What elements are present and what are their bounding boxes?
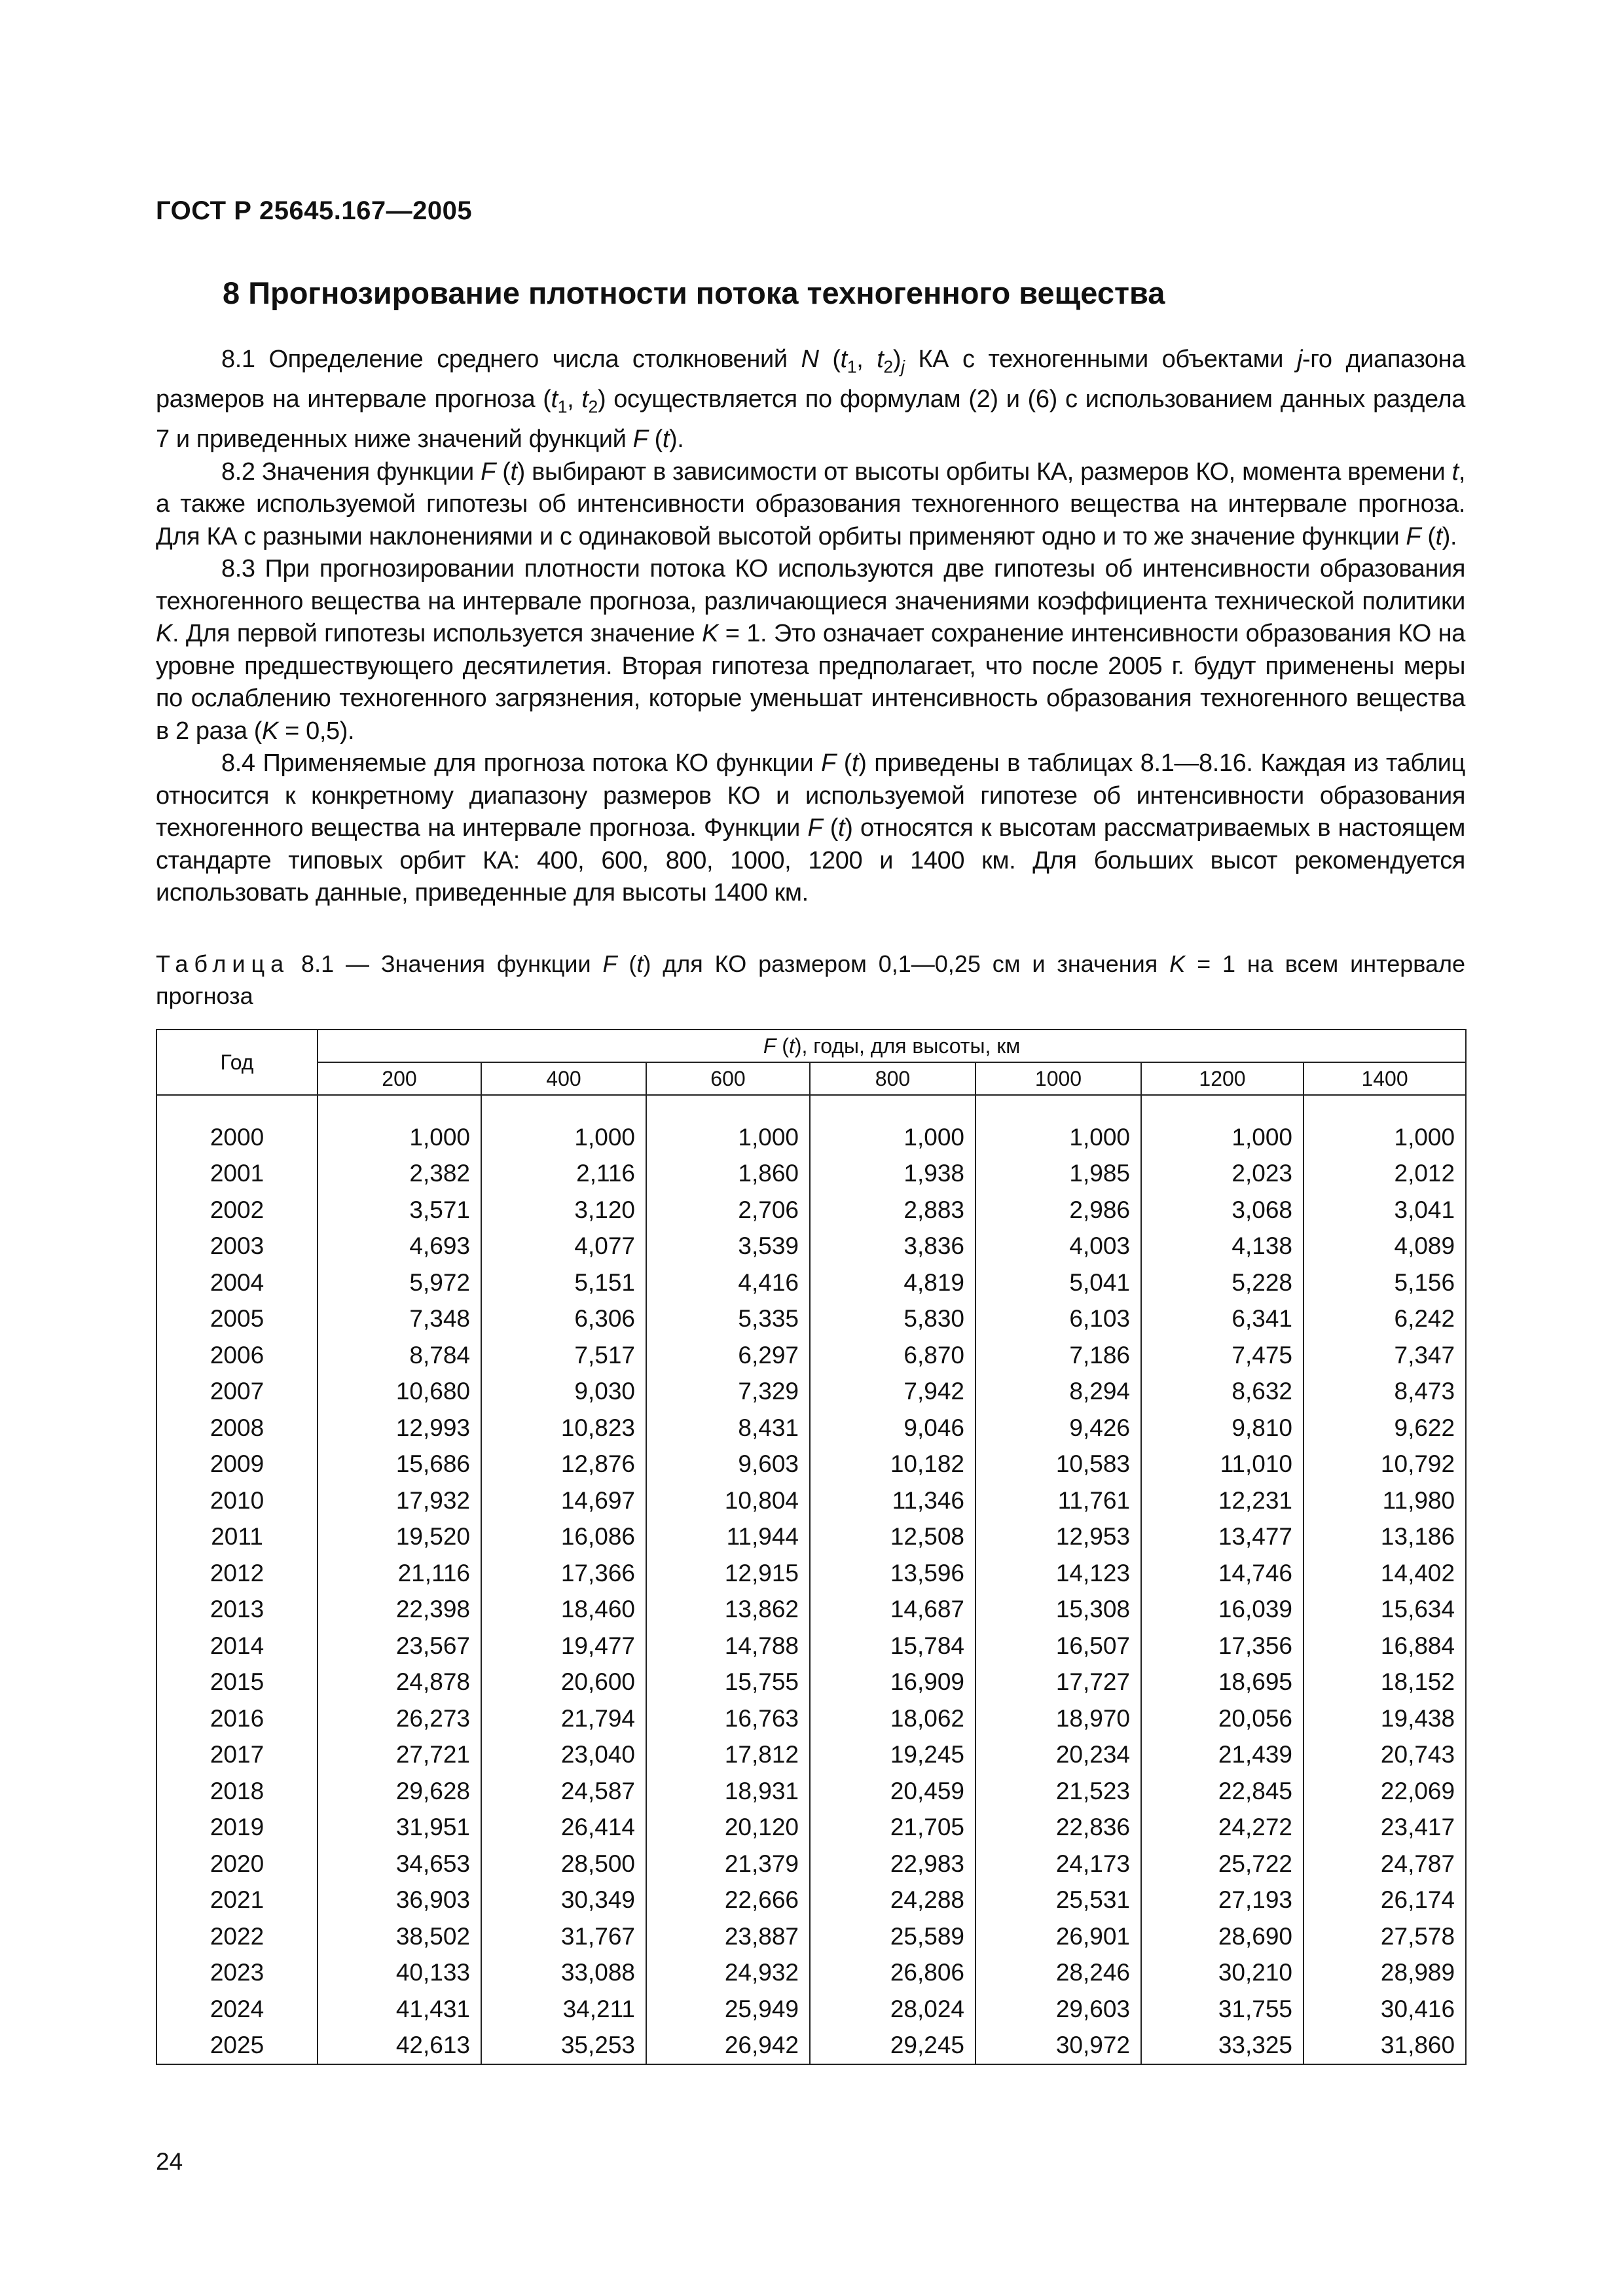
year-cell: 2005 xyxy=(156,1301,318,1338)
value-cell: 34,211 xyxy=(481,1991,646,2028)
value-cell: 5,156 xyxy=(1304,1265,1466,1301)
value-cell: 25,949 xyxy=(646,1991,810,2028)
height-column-header: 800 xyxy=(810,1062,976,1095)
data-table xyxy=(156,1029,1467,2065)
value-cell: 4,693 xyxy=(318,1229,481,1265)
value-cell: 22,983 xyxy=(810,1846,976,1882)
value-cell: 24,288 xyxy=(810,1882,976,1919)
paragraph-8-3: 8.3 При прогнозировании плотности потока КО используются две гипотезы об интенсивности образования техногенного вещества на интервале прогноза, различающиеся значениями коэффициента технической политики K. Для первой гипотезы используется значение K = 1. Это означает сохранение интенсивности образования КО на уровне предшествующего десятилетия. Вторая гипотеза предполагает, что после 2005 г. будут применены меры по ослаблению техногенного загрязнения, которые уменьшат интенсивность образования техногенного вещества в 2 раза (K = 0,5). xyxy=(156,555,1465,745)
spacer-cell xyxy=(1141,1095,1304,1119)
value-cell: 16,039 xyxy=(1141,1592,1304,1628)
table-row xyxy=(156,1773,1466,1810)
value-cell: 34,653 xyxy=(318,1846,481,1882)
value-cell: 21,523 xyxy=(976,1773,1141,1810)
value-cell: 3,041 xyxy=(1304,1192,1466,1229)
value-cell: 35,253 xyxy=(481,2028,646,2065)
value-cell: 19,438 xyxy=(1304,1700,1466,1737)
value-cell: 28,989 xyxy=(1304,1955,1466,1992)
value-cell: 26,273 xyxy=(318,1700,481,1737)
value-cell: 26,414 xyxy=(481,1810,646,1846)
value-cell: 24,932 xyxy=(646,1955,810,1992)
value-cell: 29,628 xyxy=(318,1773,481,1810)
year-cell: 2022 xyxy=(156,1918,318,1955)
value-cell: 17,356 xyxy=(1141,1628,1304,1664)
value-cell: 2,706 xyxy=(646,1192,810,1229)
table-row xyxy=(156,1446,1466,1483)
table-row xyxy=(156,1229,1466,1265)
body-text xyxy=(156,344,1465,910)
year-column-header: Год xyxy=(156,1030,318,1095)
value-cell: 12,915 xyxy=(646,1555,810,1592)
value-cell: 14,746 xyxy=(1141,1555,1304,1592)
value-cell: 4,416 xyxy=(646,1265,810,1301)
value-cell: 33,088 xyxy=(481,1955,646,1992)
value-cell: 13,862 xyxy=(646,1592,810,1628)
value-cell: 9,030 xyxy=(481,1374,646,1410)
year-cell: 2018 xyxy=(156,1773,318,1810)
value-cell: 16,086 xyxy=(481,1519,646,1556)
year-cell: 2006 xyxy=(156,1337,318,1374)
table-row xyxy=(156,1265,1466,1301)
value-cell: 29,245 xyxy=(810,2028,976,2065)
value-cell: 4,077 xyxy=(481,1229,646,1265)
value-cell: 24,587 xyxy=(481,1773,646,1810)
year-cell: 2011 xyxy=(156,1519,318,1556)
year-cell: 2003 xyxy=(156,1229,318,1265)
year-cell: 2014 xyxy=(156,1628,318,1664)
value-cell: 11,980 xyxy=(1304,1482,1466,1519)
value-cell: 8,784 xyxy=(318,1337,481,1374)
year-cell: 2017 xyxy=(156,1737,318,1774)
value-cell: 31,951 xyxy=(318,1810,481,1846)
value-cell: 12,508 xyxy=(810,1519,976,1556)
value-cell: 15,784 xyxy=(810,1628,976,1664)
table-spacer-row xyxy=(156,1095,1466,1119)
value-cell: 6,297 xyxy=(646,1337,810,1374)
value-cell: 18,970 xyxy=(976,1700,1141,1737)
value-cell: 18,695 xyxy=(1141,1664,1304,1701)
value-cell: 16,909 xyxy=(810,1664,976,1701)
value-cell: 26,942 xyxy=(646,2028,810,2065)
value-cell: 30,349 xyxy=(481,1882,646,1919)
value-cell: 24,272 xyxy=(1141,1810,1304,1846)
value-cell: 17,812 xyxy=(646,1737,810,1774)
value-cell: 4,819 xyxy=(810,1265,976,1301)
year-cell: 2007 xyxy=(156,1374,318,1410)
value-cell: 9,603 xyxy=(646,1446,810,1483)
value-cell: 3,068 xyxy=(1141,1192,1304,1229)
value-cell: 10,680 xyxy=(318,1374,481,1410)
value-cell: 2,382 xyxy=(318,1156,481,1193)
value-cell: 14,402 xyxy=(1304,1555,1466,1592)
value-cell: 5,830 xyxy=(810,1301,976,1338)
value-cell: 1,000 xyxy=(976,1119,1141,1156)
value-cell: 26,901 xyxy=(976,1918,1141,1955)
table-row xyxy=(156,1882,1466,1919)
value-cell: 40,133 xyxy=(318,1955,481,1992)
value-cell: 13,477 xyxy=(1141,1519,1304,1556)
table-row xyxy=(156,1410,1466,1446)
year-cell: 2019 xyxy=(156,1810,318,1846)
value-cell: 18,931 xyxy=(646,1773,810,1810)
table-row xyxy=(156,1555,1466,1592)
value-cell: 28,500 xyxy=(481,1846,646,1882)
table-row xyxy=(156,1918,1466,1955)
table-row xyxy=(156,2028,1466,2065)
value-cell: 11,761 xyxy=(976,1482,1141,1519)
value-cell: 3,571 xyxy=(318,1192,481,1229)
value-cell: 15,686 xyxy=(318,1446,481,1483)
value-cell: 7,348 xyxy=(318,1301,481,1338)
value-cell: 4,138 xyxy=(1141,1229,1304,1265)
year-cell: 2001 xyxy=(156,1156,318,1193)
value-cell: 25,722 xyxy=(1141,1846,1304,1882)
value-cell: 10,583 xyxy=(976,1446,1141,1483)
year-cell: 2004 xyxy=(156,1265,318,1301)
year-cell: 2009 xyxy=(156,1446,318,1483)
paragraph-8-2: 8.2 Значения функции F (t) выбирают в зависимости от высоты орбиты КА, размеров КО, момента времени t, а также используемой гипотезы об интенсивности образования техногенного вещества на интервале прогноза. Для КА с разными наклонениями и с одинаковой высотой орбиты применяют одно и то же значение функции F (t). xyxy=(156,457,1465,550)
value-cell: 8,294 xyxy=(976,1374,1141,1410)
value-cell: 17,366 xyxy=(481,1555,646,1592)
value-cell: 2,116 xyxy=(481,1156,646,1193)
value-cell: 20,056 xyxy=(1141,1700,1304,1737)
value-cell: 13,186 xyxy=(1304,1519,1466,1556)
value-cell: 5,041 xyxy=(976,1265,1141,1301)
value-cell: 20,234 xyxy=(976,1737,1141,1774)
value-cell: 1,000 xyxy=(318,1119,481,1156)
value-cell: 5,228 xyxy=(1141,1265,1304,1301)
value-cell: 36,903 xyxy=(318,1882,481,1919)
value-cell: 1,000 xyxy=(646,1119,810,1156)
value-cell: 8,632 xyxy=(1141,1374,1304,1410)
value-cell: 3,836 xyxy=(810,1229,976,1265)
spacer-cell xyxy=(976,1095,1141,1119)
value-cell: 24,787 xyxy=(1304,1846,1466,1882)
table-row xyxy=(156,1337,1466,1374)
height-column-header: 1000 xyxy=(976,1062,1141,1095)
value-cell: 20,743 xyxy=(1304,1737,1466,1774)
value-cell: 8,431 xyxy=(646,1410,810,1446)
value-cell: 9,426 xyxy=(976,1410,1141,1446)
table-row xyxy=(156,1482,1466,1519)
value-cell: 15,755 xyxy=(646,1664,810,1701)
value-cell: 6,870 xyxy=(810,1337,976,1374)
value-cell: 28,024 xyxy=(810,1991,976,2028)
value-cell: 10,823 xyxy=(481,1410,646,1446)
value-cell: 2,023 xyxy=(1141,1156,1304,1193)
table-row xyxy=(156,1192,1466,1229)
value-cell: 23,417 xyxy=(1304,1810,1466,1846)
spacer-cell xyxy=(318,1095,481,1119)
value-cell: 22,398 xyxy=(318,1592,481,1628)
value-cell: 30,210 xyxy=(1141,1955,1304,1992)
value-cell: 21,794 xyxy=(481,1700,646,1737)
value-cell: 19,520 xyxy=(318,1519,481,1556)
value-cell: 18,152 xyxy=(1304,1664,1466,1701)
value-cell: 3,539 xyxy=(646,1229,810,1265)
value-cell: 20,120 xyxy=(646,1810,810,1846)
value-cell: 42,613 xyxy=(318,2028,481,2065)
value-cell: 17,932 xyxy=(318,1482,481,1519)
value-cell: 16,884 xyxy=(1304,1628,1466,1664)
value-cell: 12,876 xyxy=(481,1446,646,1483)
value-cell: 5,972 xyxy=(318,1265,481,1301)
value-cell: 21,705 xyxy=(810,1810,976,1846)
value-cell: 9,622 xyxy=(1304,1410,1466,1446)
value-cell: 25,531 xyxy=(976,1882,1141,1919)
spacer-cell xyxy=(481,1095,646,1119)
table-row xyxy=(156,1664,1466,1701)
value-cell: 19,477 xyxy=(481,1628,646,1664)
year-cell: 2024 xyxy=(156,1991,318,2028)
value-cell: 10,182 xyxy=(810,1446,976,1483)
height-column-header: 400 xyxy=(481,1062,646,1095)
value-cell: 22,845 xyxy=(1141,1773,1304,1810)
value-cell: 25,589 xyxy=(810,1918,976,1955)
year-cell: 2013 xyxy=(156,1592,318,1628)
value-cell: 33,325 xyxy=(1141,2028,1304,2065)
value-cell: 7,347 xyxy=(1304,1337,1466,1374)
value-cell: 11,010 xyxy=(1141,1446,1304,1483)
value-cell: 7,186 xyxy=(976,1337,1141,1374)
value-cell: 7,942 xyxy=(810,1374,976,1410)
value-cell: 38,502 xyxy=(318,1918,481,1955)
year-cell: 2016 xyxy=(156,1700,318,1737)
value-cell: 11,346 xyxy=(810,1482,976,1519)
value-cell: 8,473 xyxy=(1304,1374,1466,1410)
table-row xyxy=(156,1592,1466,1628)
value-cell: 10,792 xyxy=(1304,1446,1466,1483)
value-cell: 6,306 xyxy=(481,1301,646,1338)
value-cell: 7,517 xyxy=(481,1337,646,1374)
value-cell: 24,173 xyxy=(976,1846,1141,1882)
value-cell: 31,860 xyxy=(1304,2028,1466,2065)
value-cell: 22,836 xyxy=(976,1810,1141,1846)
value-cell: 4,003 xyxy=(976,1229,1141,1265)
table-row xyxy=(156,1374,1466,1410)
value-cell: 7,475 xyxy=(1141,1337,1304,1374)
value-cell: 16,507 xyxy=(976,1628,1141,1664)
height-column-header: 200 xyxy=(318,1062,481,1095)
table-row xyxy=(156,1301,1466,1338)
table-row xyxy=(156,1991,1466,2028)
year-cell: 2010 xyxy=(156,1482,318,1519)
value-cell: 14,687 xyxy=(810,1592,976,1628)
value-cell: 23,567 xyxy=(318,1628,481,1664)
height-column-header: 1200 xyxy=(1141,1062,1304,1095)
value-cell: 29,603 xyxy=(976,1991,1141,2028)
table-row xyxy=(156,1700,1466,1737)
spacer-cell xyxy=(1304,1095,1466,1119)
value-cell: 22,666 xyxy=(646,1882,810,1919)
value-cell: 9,046 xyxy=(810,1410,976,1446)
value-cell: 3,120 xyxy=(481,1192,646,1229)
year-cell: 2021 xyxy=(156,1882,318,1919)
height-group-header: F (t), годы, для высоты, км xyxy=(318,1030,1466,1062)
table-row xyxy=(156,1519,1466,1556)
paragraph-8-1: 8.1 Определение среднего числа столкновений N ($t_1$, $t_2)_j$ КА с техногенными объектами j-го диапазона размеров на интервале прогноза ($t_1$, $t_2$) осуществляется по формулам (2) и (6) с использованием данных раздела 7 и приведенных ниже значений функций F (t). xyxy=(156,346,1465,454)
value-cell: 14,123 xyxy=(976,1555,1141,1592)
value-cell: 15,634 xyxy=(1304,1592,1466,1628)
height-column-header: 1400 xyxy=(1304,1062,1466,1095)
table-caption: Таблица 8.1 — Значения функции F (t) для КО размером 0,1—0,25 см и значения K = 1 на всем интервале прогноза xyxy=(156,950,1466,1009)
value-cell: 1,000 xyxy=(1141,1119,1304,1156)
table-row xyxy=(156,1810,1466,1846)
value-cell: 12,953 xyxy=(976,1519,1141,1556)
value-cell: 19,245 xyxy=(810,1737,976,1774)
table-row xyxy=(156,1119,1466,1156)
value-cell: 23,040 xyxy=(481,1737,646,1774)
value-cell: 26,174 xyxy=(1304,1882,1466,1919)
value-cell: 10,804 xyxy=(646,1482,810,1519)
page-number: 24 xyxy=(156,2148,183,2175)
value-cell: 22,069 xyxy=(1304,1773,1466,1810)
value-cell: 23,887 xyxy=(646,1918,810,1955)
year-cell: 2008 xyxy=(156,1410,318,1446)
spacer-cell xyxy=(156,1095,318,1119)
value-cell: 21,116 xyxy=(318,1555,481,1592)
value-cell: 11,944 xyxy=(646,1519,810,1556)
height-column-header: 600 xyxy=(646,1062,810,1095)
value-cell: 1,000 xyxy=(810,1119,976,1156)
value-cell: 18,460 xyxy=(481,1592,646,1628)
value-cell: 30,416 xyxy=(1304,1991,1466,2028)
value-cell: 2,012 xyxy=(1304,1156,1466,1193)
year-cell: 2002 xyxy=(156,1192,318,1229)
value-cell: 2,986 xyxy=(976,1192,1141,1229)
value-cell: 14,697 xyxy=(481,1482,646,1519)
value-cell: 6,103 xyxy=(976,1301,1141,1338)
value-cell: 30,972 xyxy=(976,2028,1141,2065)
table-row xyxy=(156,1955,1466,1992)
value-cell: 31,767 xyxy=(481,1918,646,1955)
year-cell: 2023 xyxy=(156,1955,318,1992)
value-cell: 26,806 xyxy=(810,1955,976,1992)
value-cell: 1,860 xyxy=(646,1156,810,1193)
value-cell: 24,878 xyxy=(318,1664,481,1701)
paragraph-8-4: 8.4 Применяемые для прогноза потока КО функции F (t) приведены в таблицах 8.1—8.16. Каждая из таблиц относится к конкретному диапазону размеров КО и используемой гипотезе об интенсивности образования техногенного вещества на интервале прогноза. Функции F (t) относятся к высотам рассматриваемых в настоящем стандарте типовых орбит КА: 400, 600, 800, 1000, 1200 и 1400 км. Для больших высот рекомендуется использовать данные, приведенные для высоты 1400 км. xyxy=(156,749,1465,907)
value-cell: 12,993 xyxy=(318,1410,481,1446)
spacer-cell xyxy=(646,1095,810,1119)
value-cell: 17,727 xyxy=(976,1664,1141,1701)
value-cell: 15,308 xyxy=(976,1592,1141,1628)
value-cell: 21,379 xyxy=(646,1846,810,1882)
value-cell: 31,755 xyxy=(1141,1991,1304,2028)
year-cell: 2025 xyxy=(156,2028,318,2065)
value-cell: 20,600 xyxy=(481,1664,646,1701)
value-cell: 27,721 xyxy=(318,1737,481,1774)
value-cell: 5,335 xyxy=(646,1301,810,1338)
value-cell: 1,000 xyxy=(1304,1119,1466,1156)
value-cell: 13,596 xyxy=(810,1555,976,1592)
value-cell: 41,431 xyxy=(318,1991,481,2028)
value-cell: 2,883 xyxy=(810,1192,976,1229)
value-cell: 7,329 xyxy=(646,1374,810,1410)
value-cell: 14,788 xyxy=(646,1628,810,1664)
value-cell: 6,242 xyxy=(1304,1301,1466,1338)
value-cell: 6,341 xyxy=(1141,1301,1304,1338)
value-cell: 20,459 xyxy=(810,1773,976,1810)
value-cell: 12,231 xyxy=(1141,1482,1304,1519)
section-title: 8 Прогнозирование плотности потока техногенного вещества xyxy=(223,276,1165,310)
value-cell: 4,089 xyxy=(1304,1229,1466,1265)
value-cell: 28,246 xyxy=(976,1955,1141,1992)
value-cell: 1,938 xyxy=(810,1156,976,1193)
value-cell: 1,985 xyxy=(976,1156,1141,1193)
value-cell: 21,439 xyxy=(1141,1737,1304,1774)
value-cell: 28,690 xyxy=(1141,1918,1304,1955)
document-header: ГОСТ Р 25645.167—2005 xyxy=(156,196,473,225)
year-cell: 2012 xyxy=(156,1555,318,1592)
value-cell: 1,000 xyxy=(481,1119,646,1156)
value-cell: 27,193 xyxy=(1141,1882,1304,1919)
year-cell: 2020 xyxy=(156,1846,318,1882)
table-row xyxy=(156,1737,1466,1774)
value-cell: 27,578 xyxy=(1304,1918,1466,1955)
value-cell: 18,062 xyxy=(810,1700,976,1737)
year-cell: 2000 xyxy=(156,1119,318,1156)
table-row xyxy=(156,1156,1466,1193)
year-cell: 2015 xyxy=(156,1664,318,1701)
table-row xyxy=(156,1846,1466,1882)
table-row xyxy=(156,1628,1466,1664)
value-cell: 5,151 xyxy=(481,1265,646,1301)
spacer-cell xyxy=(810,1095,976,1119)
value-cell: 9,810 xyxy=(1141,1410,1304,1446)
value-cell: 16,763 xyxy=(646,1700,810,1737)
